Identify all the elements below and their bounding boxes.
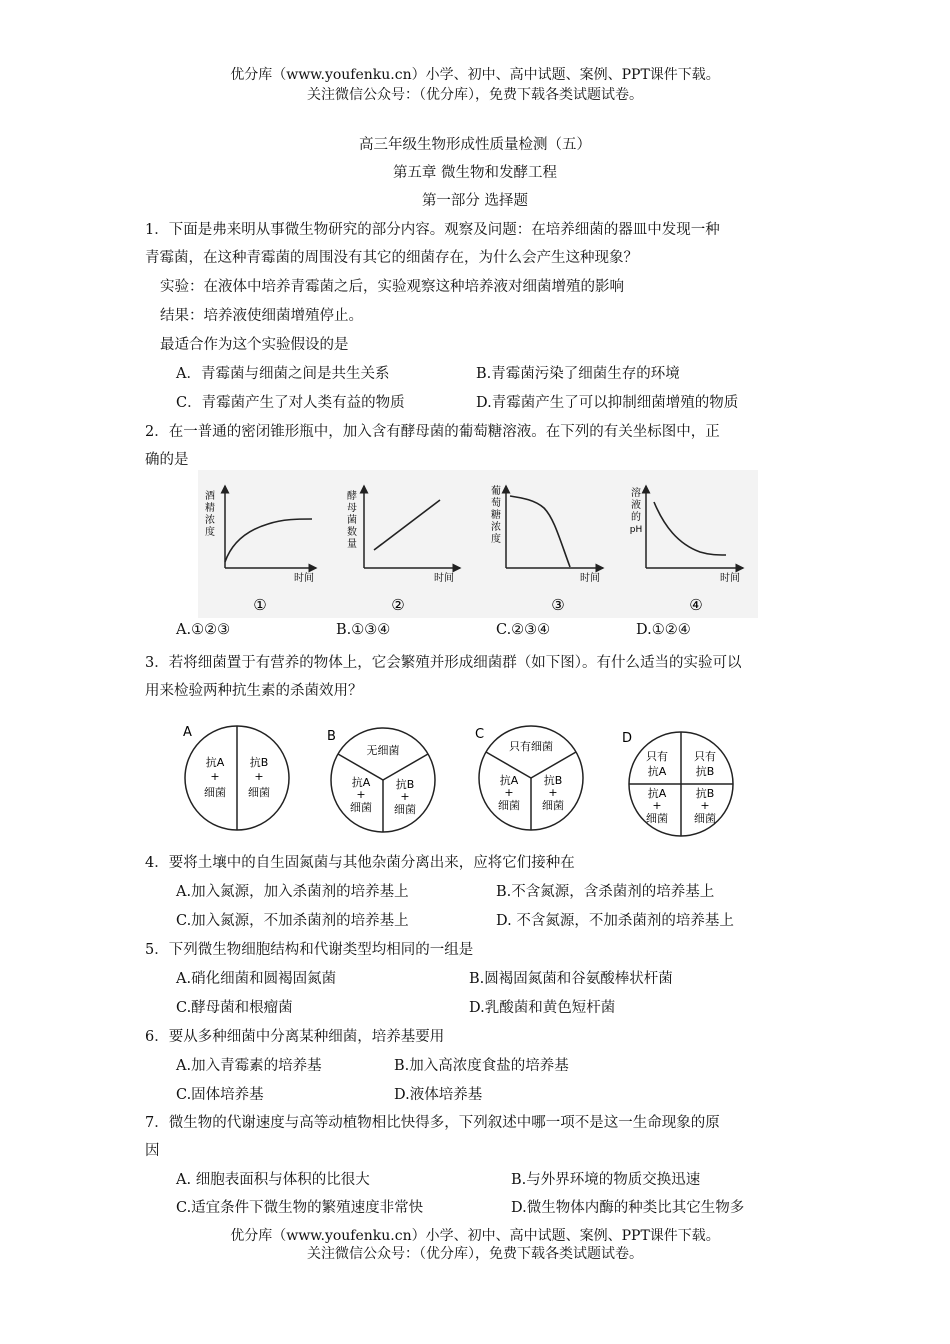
- dish-d-tr-1: 只有: [694, 750, 716, 763]
- dish-b-left-3: 细菌: [350, 801, 372, 814]
- graph-2-ylabel-3: 菌: [347, 515, 357, 526]
- dish-b-right-1: 抗B: [395, 778, 415, 791]
- graph-4-number: ④: [689, 596, 703, 614]
- dish-c-left-1: 抗A: [499, 774, 519, 787]
- dish-a-left-3: 细菌: [204, 786, 226, 799]
- graph-4-ylabel-4: pH: [629, 525, 643, 535]
- q2-option-b: B.①③④: [336, 622, 391, 638]
- graph-1-number: ①: [253, 596, 267, 614]
- q7-option-a: A. 细胞表面积与体积的比很大: [176, 1172, 370, 1188]
- q5-option-c: C.酵母菌和根瘤菌: [176, 1000, 293, 1016]
- dish-b: [327, 728, 435, 832]
- q5-option-a: A.硝化细菌和圆褐固氮菌: [176, 971, 337, 987]
- graph-3-curve: [510, 496, 570, 567]
- chapter-title: 第五章 微生物和发酵工程: [392, 165, 558, 181]
- dish-b-right-3: 细菌: [394, 803, 416, 816]
- q7-option-c: C.适宜条件下微生物的繁殖速度非常快: [176, 1200, 424, 1216]
- graph-4-ylabel-1: 溶: [631, 488, 641, 499]
- q1-stem-line1: 1．下面是弗来明从事微生物研究的部分内容。观察及问题：在培养细菌的器皿中发现一种: [145, 222, 720, 238]
- q4-stem: 4．要将土壤中的自生固氮菌与其他杂菌分离出来，应将它们接种在: [145, 855, 575, 871]
- header-line-2: 关注微信公众号：（优分库），免费下载各类试题试卷。: [307, 87, 643, 103]
- q7-option-b: B.与外界环境的物质交换迅速: [511, 1172, 701, 1188]
- q1-ask: 最适合作为这个实验假设的是: [160, 337, 349, 353]
- q1-option-c: C．青霉菌产生了对人类有益的物质: [176, 395, 405, 411]
- graph-1-xlabel: 时间: [294, 573, 314, 584]
- dish-c-right-3: 细菌: [542, 799, 564, 812]
- q3-stem-line2: 用来检验两种抗生素的杀菌效用？: [145, 683, 363, 699]
- q7-stem-line2: 因: [145, 1143, 160, 1159]
- dish-a-left-2: +: [210, 770, 220, 783]
- dish-c-left-3: 细菌: [498, 799, 520, 812]
- graph-4: [630, 486, 743, 614]
- dish-c-letter: C: [475, 727, 485, 742]
- dish-a-right-2: +: [254, 770, 264, 783]
- footer-line-1: 优分库（www.youfenku.cn）小学、初中、高中试题、案例、PPT课件下载。: [230, 1228, 720, 1244]
- dish-c-top: 只有细菌: [509, 740, 553, 753]
- q1-experiment: 实验：在液体中培养青霉菌之后，实验观察这种培养液对细菌增殖的影响: [160, 279, 624, 295]
- dish-c-right-1: 抗B: [543, 774, 563, 787]
- dish-d-bl-1: 抗A: [647, 787, 667, 800]
- graph-1-curve: [225, 519, 312, 562]
- graph-1-ylabel-4: 度: [205, 527, 215, 538]
- q1-option-a: A．青霉菌与细菌之间是共生关系: [176, 366, 390, 382]
- dish-c-left-2: +: [504, 786, 514, 799]
- q2-graphs-figure: [198, 470, 758, 618]
- dish-a-left-1: 抗A: [205, 756, 225, 769]
- part-title: 第一部分 选择题: [421, 193, 529, 209]
- q3-stem-line1: 3．若将细菌置于有营养的物体上，它会繁殖并形成细菌群（如下图）。有什么适当的实验可以: [145, 655, 742, 671]
- header-line-1: 优分库（www.youfenku.cn）小学、初中、高中试题、案例、PPT课件下载。: [230, 67, 720, 83]
- graph-2-number: ②: [391, 596, 405, 614]
- q2-stem-line2: 确的是: [145, 452, 189, 468]
- q5-option-b: B.圆褐固氮菌和谷氨酸棒状杆菌: [469, 971, 673, 987]
- q6-option-a: A.加入青霉素的培养基: [176, 1058, 322, 1074]
- dish-d-br-1: 抗B: [695, 787, 715, 800]
- graph-3-ylabel-5: 度: [491, 534, 501, 545]
- graph-2-line: [374, 500, 440, 550]
- q1-stem-line2: 青霉菌，在这种青霉菌的周围没有其它的细菌存在，为什么会产生这种现象？: [145, 250, 638, 266]
- graph-3-ylabel-4: 浓: [491, 522, 501, 533]
- q4-option-b: B.不含氮源，含杀菌剂的培养基上: [496, 884, 715, 900]
- q1-option-b: B.青霉菌污染了细菌生存的环境: [476, 366, 680, 382]
- q7-stem-line1: 7．微生物的代谢速度与高等动植物相比快得多，下列叙述中哪一项不是这一生命现象的原: [145, 1115, 720, 1131]
- q5-option-d: D.乳酸菌和黄色短杆菌: [469, 1000, 616, 1016]
- q6-option-b: B.加入高浓度食盐的培养基: [394, 1058, 569, 1074]
- graph-3-ylabel-2: 萄: [491, 498, 501, 509]
- graph-2-ylabel-1: 酵: [347, 491, 357, 502]
- q3-dishes-figure: [175, 718, 755, 838]
- graph-3-ylabel-3: 糖: [491, 510, 501, 521]
- graph-3: [491, 484, 603, 614]
- q2-stem-line1: 2．在一普通的密闭锥形瓶中，加入含有酵母菌的葡萄糖溶液。在下列的有关坐标图中，正: [145, 424, 720, 440]
- dish-d-bl-3: 细菌: [646, 812, 668, 825]
- dish-d-bl-2: +: [652, 799, 662, 812]
- dish-b-right-2: +: [400, 790, 410, 803]
- q6-stem: 6．要从多种细菌中分离某种细菌，培养基要用: [145, 1029, 445, 1045]
- q7-option-d: D.微生物体内酶的种类比其它生物多: [511, 1200, 745, 1216]
- q5-stem: 5．下列微生物细胞结构和代谢类型均相同的一组是: [145, 942, 474, 958]
- q4-option-c: C.加入氮源，不加杀菌剂的培养基上: [176, 913, 409, 929]
- dish-a-right-1: 抗B: [249, 756, 269, 769]
- dish-b-left-1: 抗A: [351, 776, 371, 789]
- dish-b-left-2: +: [356, 788, 366, 801]
- dish-d-tr-2: 抗B: [695, 765, 715, 778]
- dish-d-tl-1: 只有: [646, 750, 668, 763]
- dish-d: [622, 731, 733, 836]
- graph-3-ylabel-1: 葡: [491, 486, 501, 497]
- q4-option-a: A.加入氮源，加入杀菌剂的培养基上: [176, 884, 409, 900]
- graph-1-ylabel-3: 浓: [205, 515, 215, 526]
- dish-d-br-3: 细菌: [694, 812, 716, 825]
- dish-a: [183, 725, 289, 830]
- dish-c-right-2: +: [548, 786, 558, 799]
- q6-option-c: C.固体培养基: [176, 1087, 264, 1103]
- dish-c: [475, 726, 583, 830]
- dish-d-br-2: +: [700, 799, 710, 812]
- footer-line-2: 关注微信公众号：（优分库），免费下载各类试题试卷。: [307, 1246, 643, 1262]
- dish-b-top: 无细菌: [366, 744, 400, 757]
- dish-a-right-3: 细菌: [248, 786, 270, 799]
- q1-option-d: D.青霉菌产生了可以抑制细菌增殖的物质: [476, 395, 739, 411]
- q4-option-d: D. 不含氮源，不加杀菌剂的培养基上: [496, 913, 734, 929]
- graph-2-ylabel-2: 母: [347, 503, 357, 514]
- graph-2-ylabel-4: 数: [347, 527, 357, 538]
- graph-2-xlabel: 时间: [434, 573, 454, 584]
- graph-2-ylabel-5: 量: [347, 539, 357, 550]
- graph-4-xlabel: 时间: [720, 573, 740, 584]
- q2-option-a: A.①②③: [176, 622, 231, 638]
- q1-result: 结果：培养液使细菌增殖停止。: [160, 308, 363, 324]
- graph-4-ylabel-2: 液: [631, 500, 641, 511]
- graph-2: [347, 486, 460, 614]
- q6-option-d: D.液体培养基: [394, 1087, 483, 1103]
- q2-option-d: D.①②④: [636, 622, 691, 638]
- dish-b-letter: B: [327, 729, 336, 744]
- graph-3-number: ③: [551, 596, 565, 614]
- graph-1-ylabel-1: 酒: [205, 491, 215, 502]
- dish-d-tl-2: 抗A: [647, 765, 667, 778]
- graph-1: [205, 486, 316, 614]
- page-title: 高三年级生物形成性质量检测（五）: [359, 137, 591, 153]
- graph-4-curve: [654, 502, 726, 555]
- graph-4-ylabel-3: 的: [631, 512, 641, 523]
- graph-1-ylabel-2: 精: [205, 503, 215, 514]
- dish-d-letter: D: [622, 731, 633, 746]
- graph-3-xlabel: 时间: [580, 573, 600, 584]
- dish-a-letter: A: [183, 725, 192, 740]
- q2-option-c: C.②③④: [496, 622, 551, 638]
